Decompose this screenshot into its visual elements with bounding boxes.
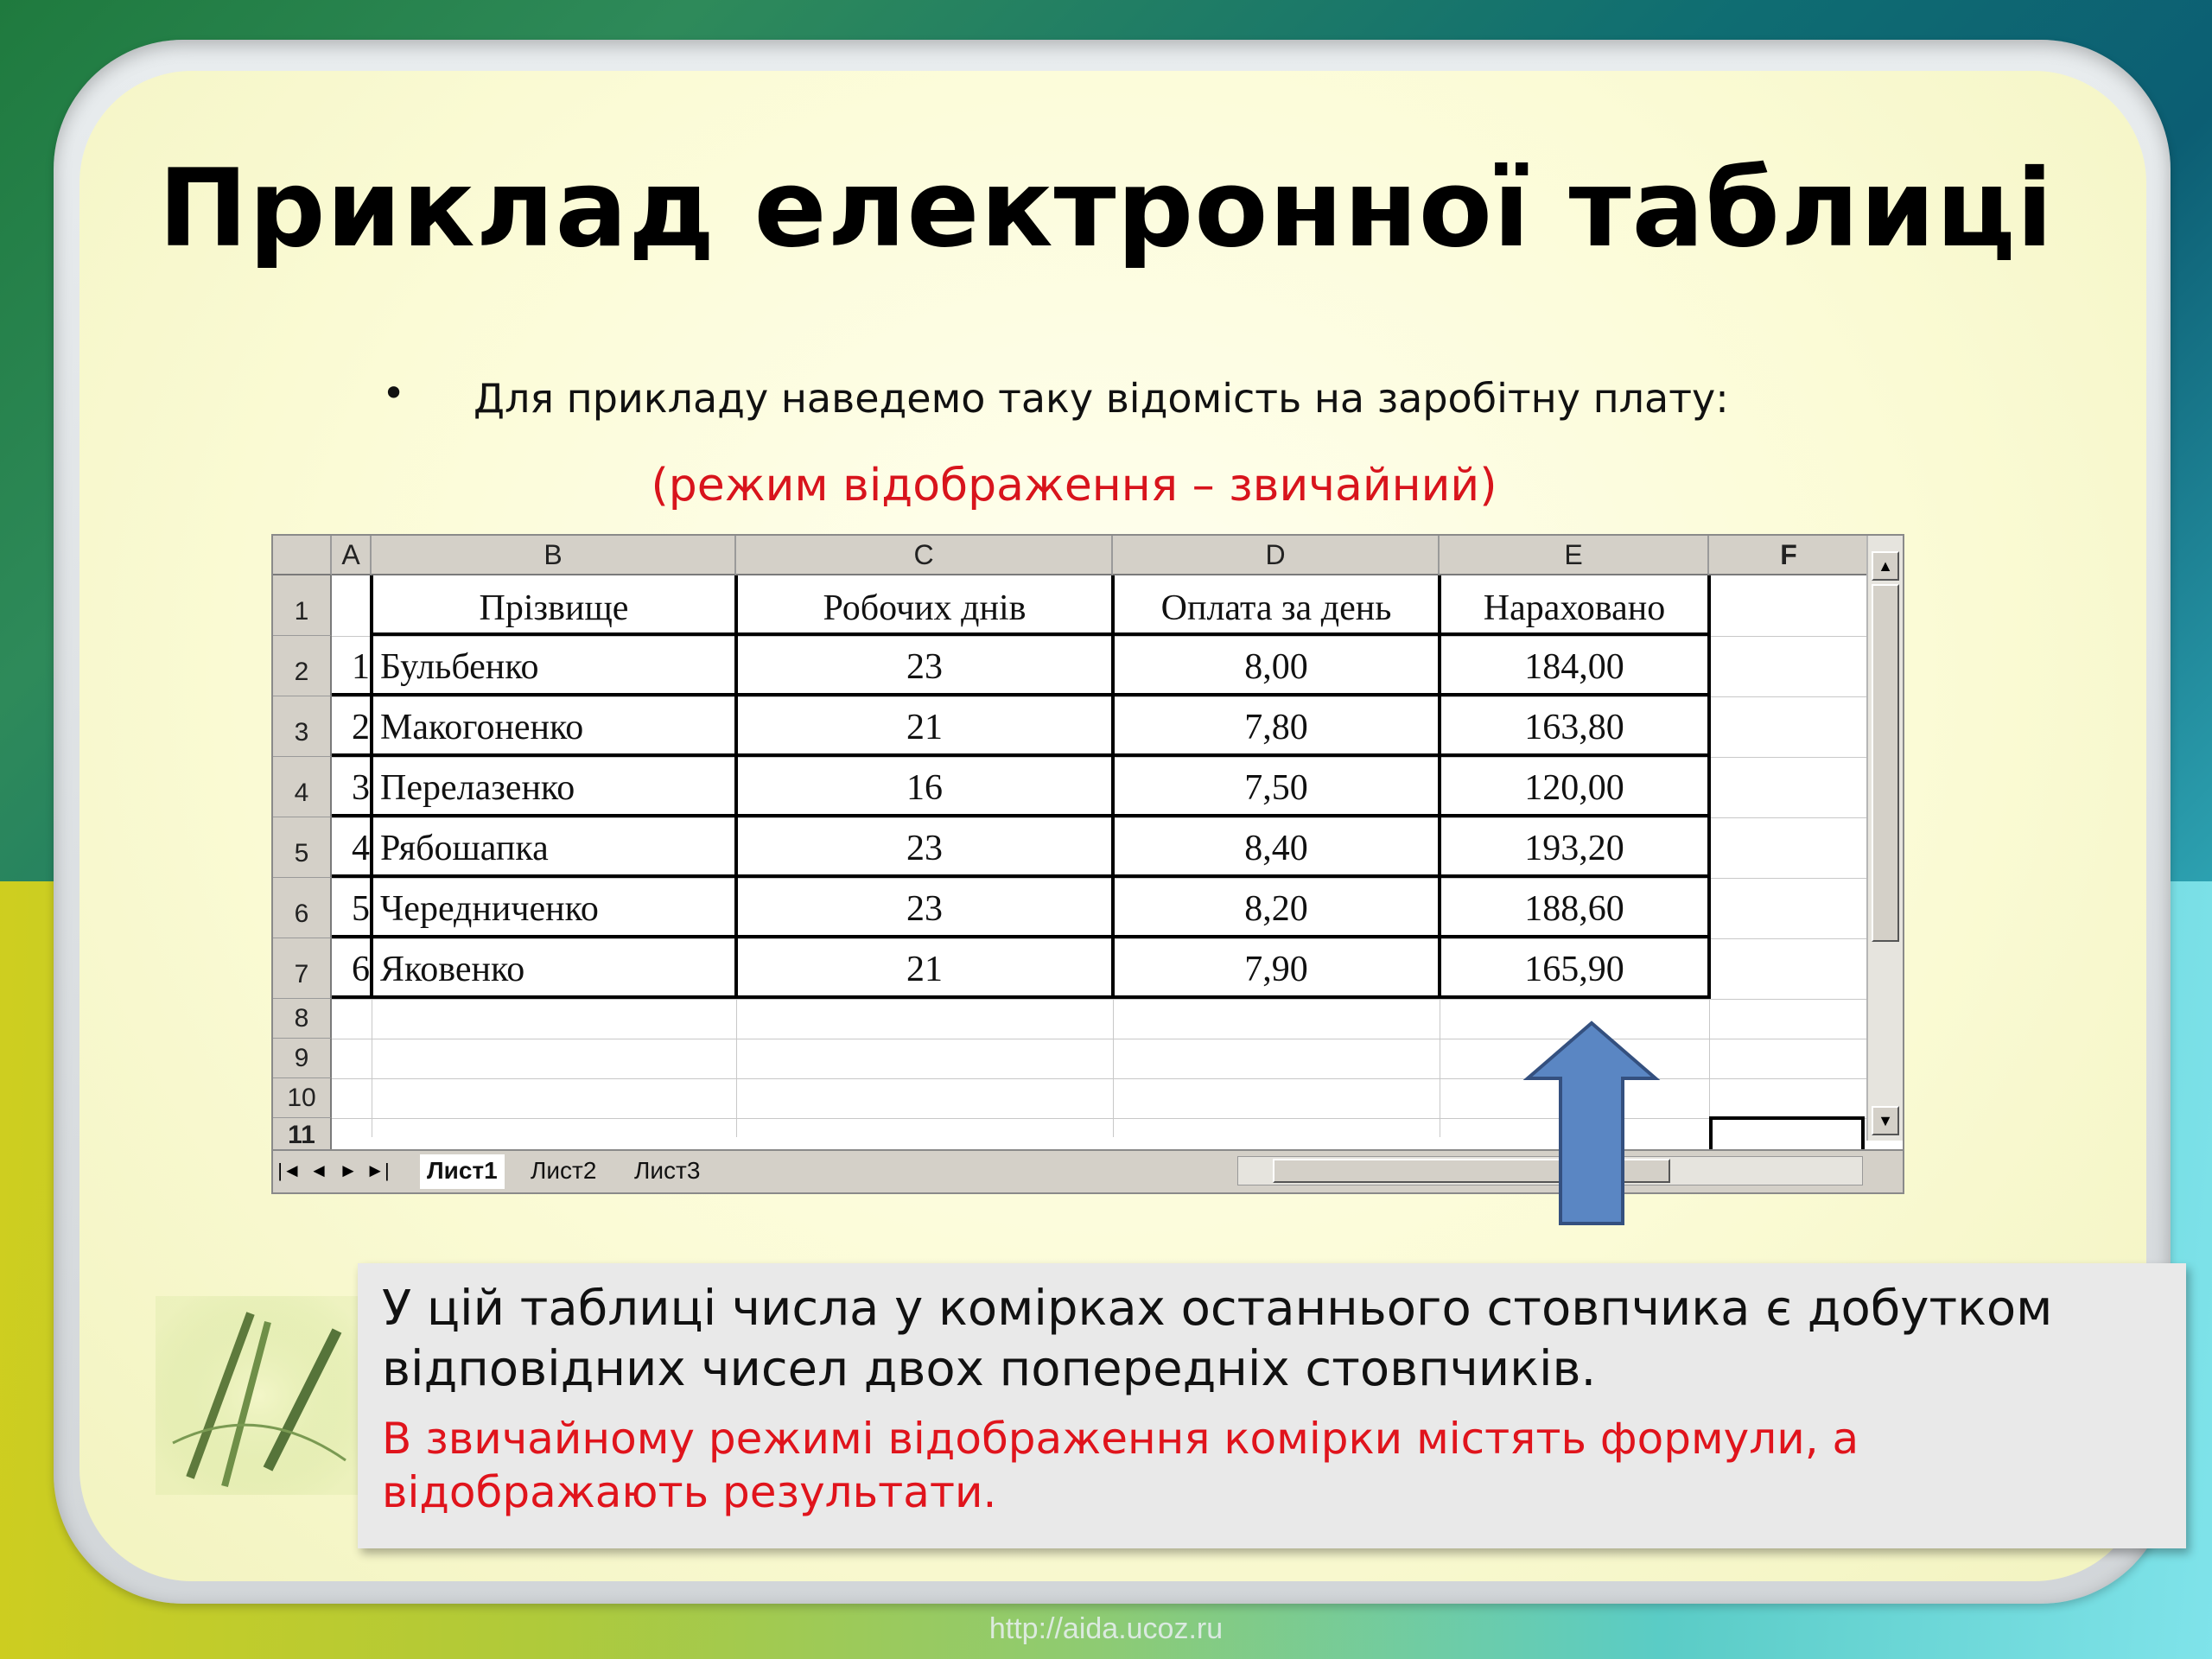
next-sheet-icon[interactable]: ► xyxy=(339,1160,358,1181)
table-border xyxy=(1707,575,1711,999)
table-border xyxy=(370,575,373,999)
grid-line xyxy=(332,938,1870,939)
row-header[interactable]: 2 xyxy=(273,636,332,696)
cell-workdays[interactable]: 21 xyxy=(906,950,943,989)
cell-number[interactable]: 6 xyxy=(352,950,370,989)
row-header[interactable]: 9 xyxy=(273,1039,332,1078)
cell-number[interactable]: 4 xyxy=(352,829,370,868)
column-header-d[interactable]: D xyxy=(1113,536,1440,575)
table-border xyxy=(332,935,1711,938)
vertical-scroll-thumb[interactable] xyxy=(1872,584,1899,942)
cell-accrued[interactable]: 193,20 xyxy=(1524,829,1624,868)
cell-accrued[interactable]: 188,60 xyxy=(1524,889,1624,929)
row-header[interactable]: 5 xyxy=(273,817,332,878)
drafting-compass-icon xyxy=(156,1296,363,1495)
cell-workdays[interactable]: 21 xyxy=(906,708,943,747)
corner-cell[interactable] xyxy=(273,536,332,575)
header-cell-surname[interactable]: Прізвище xyxy=(479,588,629,628)
mode-subtitle: (режим відображення – звичайний) xyxy=(651,460,1497,512)
tab-sheet3[interactable]: Лист3 xyxy=(634,1157,701,1184)
cell-number[interactable]: 1 xyxy=(352,647,370,687)
cell-surname[interactable]: Рябошапка xyxy=(380,829,549,868)
tab-sheet2[interactable]: Лист2 xyxy=(531,1157,597,1184)
header-cell-accrued[interactable]: Нараховано xyxy=(1483,588,1666,628)
row-header[interactable]: 3 xyxy=(273,696,332,757)
table-border xyxy=(332,693,1711,696)
row-header[interactable]: 4 xyxy=(273,757,332,817)
explanation-box xyxy=(358,1263,2186,1548)
row-header[interactable]: 1 xyxy=(273,575,332,636)
row-header[interactable]: 11 xyxy=(273,1118,332,1153)
table-border xyxy=(332,995,1711,999)
cell-number[interactable]: 2 xyxy=(352,708,370,747)
row-header[interactable]: 6 xyxy=(273,878,332,938)
grid-line xyxy=(332,636,1870,637)
cell-workdays[interactable]: 23 xyxy=(906,829,943,868)
cell-daily-pay[interactable]: 8,00 xyxy=(1244,647,1308,687)
footer-url: http://aida.ucoz.ru xyxy=(988,1612,1224,1645)
explanation-highlight: В звичайному режимі відображення комірки містять формули, а відображають результати. xyxy=(382,1414,1859,1517)
scroll-down-icon[interactable]: ▼ xyxy=(1872,1106,1899,1135)
cell-daily-pay[interactable]: 8,20 xyxy=(1244,889,1308,929)
table-border xyxy=(332,874,1711,878)
cell-accrued[interactable]: 184,00 xyxy=(1524,647,1624,687)
row-header[interactable]: 8 xyxy=(273,999,332,1039)
tab-sheet1[interactable]: Лист1 xyxy=(420,1154,505,1189)
grid-line xyxy=(332,817,1870,818)
cell-surname[interactable]: Макогоненко xyxy=(380,708,584,747)
header-cell-daily-pay[interactable]: Оплата за день xyxy=(1160,588,1392,628)
first-sheet-icon[interactable]: |◄ xyxy=(277,1160,302,1181)
grid-line xyxy=(332,696,1870,697)
cell-number[interactable]: 5 xyxy=(352,889,370,929)
cell-surname[interactable]: Чередниченко xyxy=(380,889,599,929)
column-header-a[interactable]: A xyxy=(332,536,372,575)
cell-workdays[interactable]: 23 xyxy=(906,647,943,687)
bullet-icon: • xyxy=(382,370,406,416)
cell-daily-pay[interactable]: 7,90 xyxy=(1244,950,1308,989)
cell-daily-pay[interactable]: 7,80 xyxy=(1244,708,1308,747)
row-header[interactable]: 10 xyxy=(273,1078,332,1118)
cell-surname[interactable]: Яковенко xyxy=(380,950,525,989)
bullet-text: Для прикладу наведемо таку відомість на заробітну плату: xyxy=(474,375,1729,422)
cell-workdays[interactable]: 23 xyxy=(906,889,943,929)
grid-line xyxy=(332,999,1870,1000)
cell-daily-pay[interactable]: 7,50 xyxy=(1244,768,1308,808)
grid-line xyxy=(332,878,1870,879)
cell-surname[interactable]: Бульбенко xyxy=(380,647,539,687)
cell-surname[interactable]: Перелазенко xyxy=(380,768,575,808)
column-header-e[interactable]: E xyxy=(1440,536,1709,575)
cell-number[interactable]: 3 xyxy=(352,768,370,808)
grid-line xyxy=(332,757,1870,758)
slide-title: Приклад електронної таблиці xyxy=(158,147,2054,271)
cell-accrued[interactable]: 165,90 xyxy=(1524,950,1624,989)
last-sheet-icon[interactable]: ►| xyxy=(365,1160,390,1181)
column-header-f[interactable]: F xyxy=(1709,536,1870,575)
column-header-c[interactable]: C xyxy=(736,536,1113,575)
row-header[interactable]: 7 xyxy=(273,938,332,999)
header-cell-workdays[interactable]: Робочих днів xyxy=(823,588,1027,628)
prev-sheet-icon[interactable]: ◄ xyxy=(309,1160,328,1181)
explanation-text: У цій таблиці числа у комірках останнього стовпчика є добутком відповідних чисел двох попередніх стовпчиків. xyxy=(382,1281,2053,1397)
column-header-b[interactable]: B xyxy=(372,536,736,575)
table-border xyxy=(332,814,1711,817)
scroll-up-icon[interactable]: ▲ xyxy=(1872,551,1899,581)
table-border xyxy=(332,753,1711,757)
cell-workdays[interactable]: 16 xyxy=(906,768,943,808)
up-arrow-icon xyxy=(1522,1020,1661,1227)
table-border xyxy=(372,632,1711,636)
cell-accrued[interactable]: 120,00 xyxy=(1524,768,1624,808)
cell-accrued[interactable]: 163,80 xyxy=(1524,708,1624,747)
vertical-scrollbar[interactable] xyxy=(1866,536,1903,1141)
cell-daily-pay[interactable]: 8,40 xyxy=(1244,829,1308,868)
